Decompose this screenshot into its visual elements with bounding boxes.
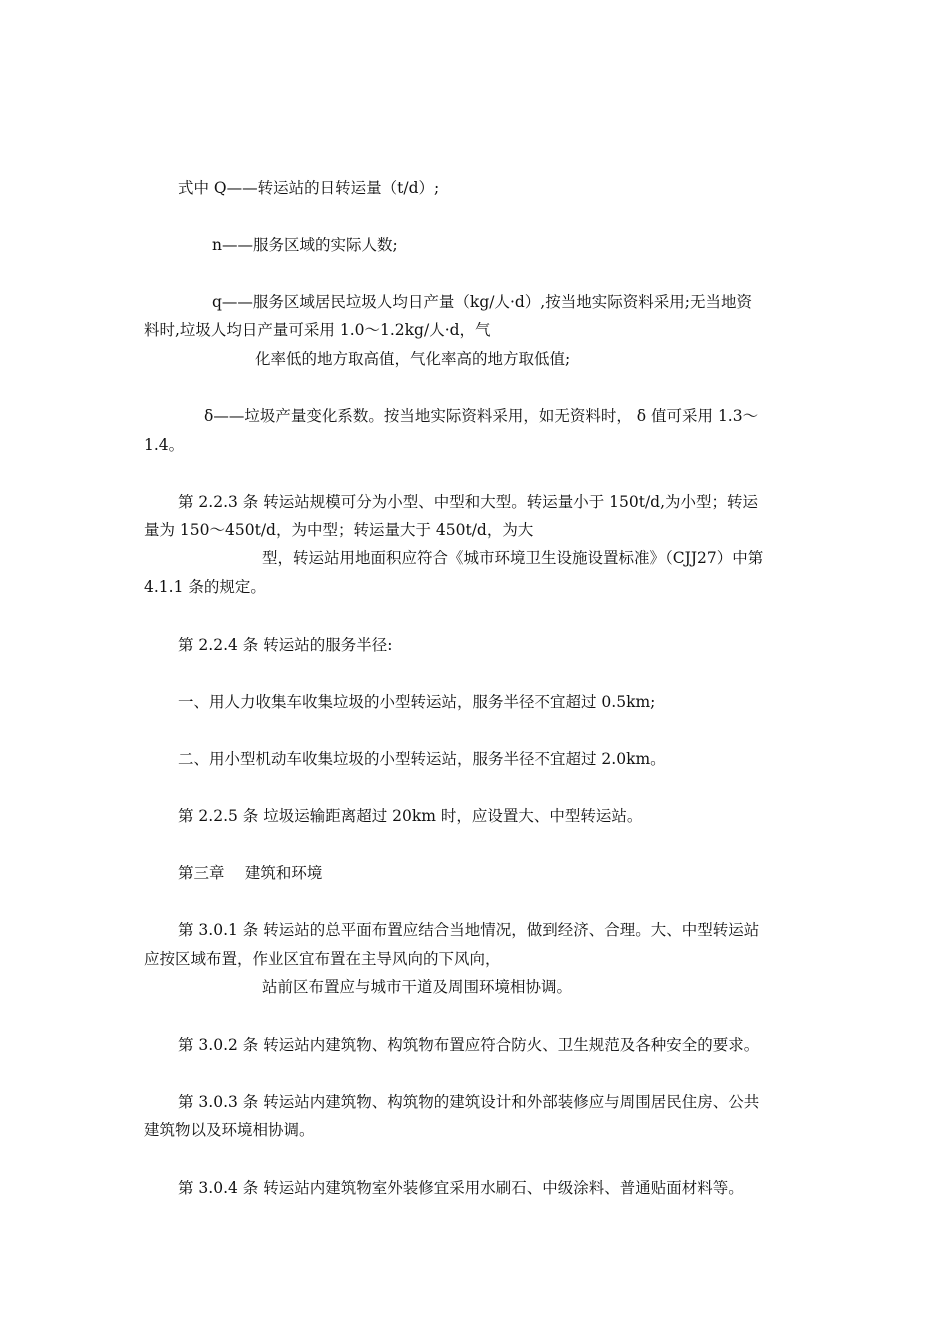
article-3-0-1-line2: 应按区域布置，作业区宜布置在主导风向的下风向， bbox=[144, 950, 501, 968]
article-3-0-4: 第 3.0.4 条 转运站内建筑物室外装修宜采用水刷石、中级涂料、普通贴面材料等。 bbox=[178, 1179, 744, 1197]
definition-n: n——服务区域的实际人数; bbox=[212, 236, 398, 254]
article-2-2-4-item-2: 二、用小型机动车收集垃圾的小型转运站，服务半径不宜超过 2.0km。 bbox=[178, 750, 666, 768]
definition-delta-line2: 1.4。 bbox=[144, 436, 185, 454]
definition-q-per-capita-line3: 化率低的地方取高值，气化率高的地方取低值; bbox=[255, 350, 571, 368]
article-3-0-1-line1: 第 3.0.1 条 转运站的总平面布置应结合当地情况，做到经济、合理。大、中型转运站 bbox=[178, 921, 760, 939]
article-3-0-3-line2: 建筑物以及环境相协调。 bbox=[144, 1121, 315, 1139]
article-3-0-3-line1: 第 3.0.3 条 转运站内建筑物、构筑物的建筑设计和外部装修应与周围居民住房、公共 bbox=[178, 1093, 760, 1111]
article-2-2-4: 第 2.2.4 条 转运站的服务半径: bbox=[178, 636, 393, 654]
chapter-3-heading: 第三章 建筑和环境 bbox=[178, 864, 323, 882]
definition-q-per-capita-line1: q——服务区域居民垃圾人均日产量（kg/人·d）,按当地实际资料采用;无当地资 bbox=[212, 293, 752, 311]
article-2-2-3-line4: 4.1.1 条的规定。 bbox=[144, 578, 266, 596]
article-2-2-3-line1: 第 2.2.3 条 转运站规模可分为小型、中型和大型。转运量小于 150t/d,为小型；转运 bbox=[178, 493, 759, 511]
article-2-2-3-line2: 量为 150～450t/d，为中型；转运量大于 450t/d，为大 bbox=[144, 521, 534, 539]
article-2-2-5: 第 2.2.5 条 垃圾运输距离超过 20km 时，应设置大、中型转运站。 bbox=[178, 807, 643, 825]
article-3-0-2: 第 3.0.2 条 转运站内建筑物、构筑物布置应符合防火、卫生规范及各种安全的要求。 bbox=[178, 1036, 760, 1054]
article-3-0-1-line3: 站前区布置应与城市干道及周围环境相协调。 bbox=[262, 978, 573, 996]
article-2-2-3-line3: 型，转运站用地面积应符合《城市环境卫生设施设置标准》（CJJ27）中第 bbox=[262, 549, 764, 567]
definition-delta-line1: δ——垃圾产量变化系数。按当地实际资料采用，如无资料时， δ 值可采用 1.3～ bbox=[204, 407, 759, 425]
article-2-2-4-item-1: 一、用人力收集车收集垃圾的小型转运站，服务半径不宜超过 0.5km; bbox=[178, 693, 656, 711]
definition-q-per-capita-line2: 料时,垃圾人均日产量可采用 1.0～1.2kg/人·d，气 bbox=[144, 321, 491, 339]
definition-q: 式中 Q——转运站的日转运量（t/d）; bbox=[178, 179, 440, 197]
